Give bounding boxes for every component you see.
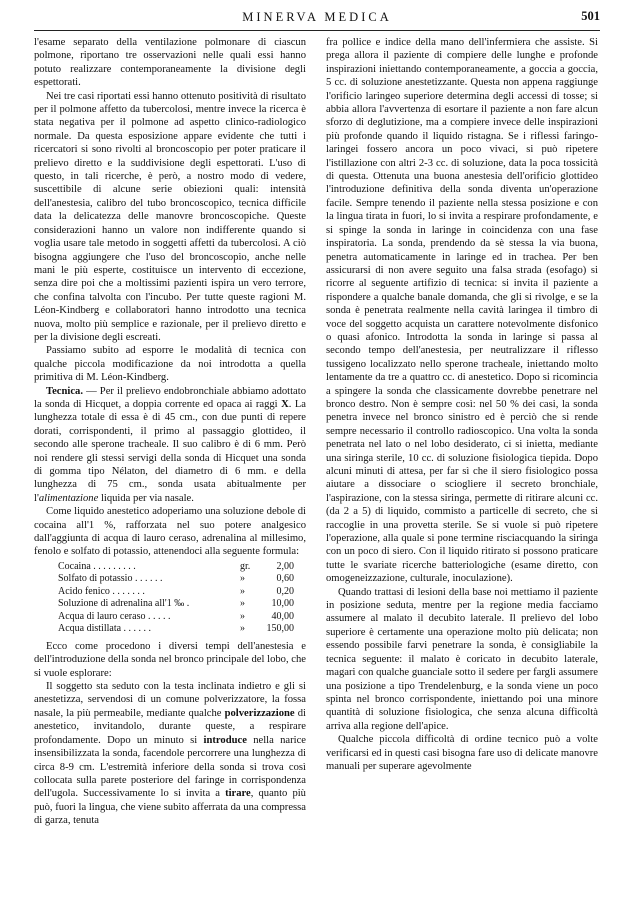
section-heading: Tecnica. — [46, 385, 83, 397]
paragraph: l'esame separato della ventilazione polmonare di ciascun polmone, riportano tre osservazioni nelle quali essi hanno potuto realizzare contemporaneamente la divisione degli espettorati. — [34, 37, 306, 89]
paragraph: Come liquido anestetico adoperiamo una soluzione debole di cocaina all'1 %, rafforzata nel suo potere analgesico dall'aggiunta di acqua di lauro ceraso, adrenalina al millesimo, fenolo e solfato di potassio, attenendoci alla seguente formula: — [34, 506, 306, 558]
paragraph: Passiamo subito ad esporre le modalità di tecnica con qualche piccola modificazione da noi introdotta a quella primitiva di M. Léon-Kindberg. — [34, 345, 306, 384]
formula-table — [58, 561, 294, 636]
paragraph-tecnica: Tecnica. — Per il prelievo endobronchiale abbiamo adottato la sonda di Hicquet, a doppia corrente ed opaca ai raggi X. La lunghezza totale di essa è di 45 cm., con due punti di repere dorati, corrispondenti, il primo al passaggio glottideo, il secondo alle sperone tracheale. Il suo calibro è di 6 mm. Però noi rendere gli stessi servigi della sonda di Hicquet una sonda di gomma tipo Nélaton, del diametro di 6 mm. e della lunghezza di 75 cm., sonda usata abitualmente per l'alimentazione liquida per via nasale. — [34, 385, 306, 504]
paragraph: Ecco come procedono i diversi tempi dell'anestesia e dell'introduzione della sonda nel bronco principale del lobo, che si vuole esplorare: — [34, 640, 306, 679]
formula-row: Acqua distillata . . . . . . » 150,00 — [58, 623, 294, 635]
formula-row: Solfato di potassio . . . . . . » 0,60 — [58, 573, 294, 585]
formula-row: Cocaina . . . . . . . . . gr. 2,00 — [58, 560, 294, 572]
formula-row: Acido fenico . . . . . . . » 0,20 — [58, 585, 294, 597]
paragraph: Nei tre casi riportati essi hanno ottenuto positività di risultato per il polmone affetto da tubercolosi, mentre invece la ricerca è stata negativa per il polmone ad aspetto clinico-radiologico normale. Da questa esposizione appare evidente che tutti i ricercatori si sono rivolti al broncoscopio per poter praticare il prelievo diretto e la suddivisione degli espettorati. L'uso di questo, in tali ricerche, è però, a nostro modo di vedere, suscettibile di alcune serie obiezioni quali: intensità dell'anestesia, calibro del tubo broncoscopico, tecnica difficile data la delicatezza delle manovre broncoscopiche. Queste considerazioni hanno un valore non indifferente quando si voglia usare tale metodo in soggetti affetti da tubercolosi. A ciò bisogna aggiungere che l'uso del broncoscopio, anche nelle mani le più esperte, costituisce un intervento di eccezione, senza dire poi che a moltissimi pazienti ispira un vero terrore, che confina talvolta con l'incubo. Per tutte queste ragioni M. Léon-Kindberg e collaboratori hanno introdotto una tecnica nuova, molto più semplice e razionale, per il prelievo diretto e per la divisione degli escreati. — [34, 90, 306, 343]
paragraph: Quando trattasi di lesioni della base noi mettiamo il paziente in posizione seduta, mentre per la regione media facciamo assumere al malato il decubito laterale. Il prelievo del lobo superiore è certamente una operazione molto più delicata; non essendo possibile farvi penetrare la sonda, è consigliabile la tecnica seguente: il malato è coricato in decubito laterale, magari con qualche guanciale sotto il sedere per fargli assumere una posizione a tipo Trendelenburg, e la sonda viene un poco spinta nel bronco corrispondente, iniettando poi una minore quantità di soluzione fisiologica, che senza alcuna difficoltà arriva alla regione dell'apice. — [326, 586, 598, 732]
paragraph: Il soggetto sta seduto con la testa inclinata indietro e gli si anestetizza, servendosi di un comune polverizzatore, la fossa nasale, la più permeabile, mediante qualche polverizzazione di anestetico, invitandolo, durante queste, a respirare profondamente. Dopo un minuto si introduce nella narice insensibilizzata la sonda, facendole percorrere una lunghezza di circa 8-9 cm. L'estremità inferiore della sonda si trova così collocata sulla parete posteriore del faringe in corrispondenza dell'ugola. Successivamente lo si invita a tirare, quanto più può, fuori la lingua, che viene subito afferrata da una compressa di garza, tenuta — [34, 681, 307, 827]
page-header — [34, 8, 600, 32]
formula-row: Acqua di lauro ceraso . . . . . » 40,00 — [58, 610, 294, 622]
formula-row: Soluzione di adrenalina all'1 ‰ . » 10,00 — [58, 598, 294, 610]
right-column — [326, 36, 598, 773]
journal-title: MINERVA MEDICA — [242, 10, 392, 24]
header-rule — [34, 30, 600, 31]
paragraph: Qualche piccola difficoltà di ordine tecnico può a volte verificarsi ed in questi casi bisogna fare uso di delicate manovre manuali per superare agevolmente — [326, 734, 598, 772]
left-column — [34, 36, 306, 828]
page-number: 501 — [581, 9, 600, 23]
paragraph: fra pollice e indice della mano dell'infermiera che assiste. Si prega allora il paziente di compiere delle lunghe e profonde inspirazioni iniettando contemporaneamente, a goccia a goccia, 5 cc. di soluzione anestetizzante. Questa non appena raggiunge l'orificio laringeo superiore determina degli accessi di tosse; si abbia allora l'avvertenza di esortare il paziente a non fare alcun sforzo di deglutizione, ma a compiere invece delle inspirazioni più profonde quando il liquido ristagna. Se i riflessi faringo-laringei fossero ancora un poco vivaci, si può ripetere l'istillazione con altri 2-3 cc. di soluzione, data la poca tossicità di questa. Ottenuta una buona anestesia dell'orificio glottideo l'introduzione definitiva della sonda diventa un'operazione facile. Sempre tenendo il paziente nella stessa posizione e con la lingua tirata in fuori, lo si invita a respirare profondamente, e si spinge la sonda in laringe in coincidenza con una fase inspiratoria. La sonda, prendendo da sè stessa la via buona, penetra automaticamente in laringe ed in trachea. Per ben assicurarsi di non avere seguito una falsa strada (esofago) si ricorre al seguente artifizio di tecnica: si invita il paziente a rispondere a qualche banale domanda, che gli si rivolge, e se la sonda è penetrata realmente nella cavità laringea il timbro di voce del soggetto acquista un carattere notevolmente disfonico o quasi afonico. Introdotta la sonda in laringe si passa al secondo tempo dell'anestesia, per neutralizzare il riflesso tussigeno localizzato nello sperone tracheale, iniettando molto lentamente da tre a quattro cc. di anestetico. Dopo si ricomincia a spingere la sonda che classicamente dovrebbe penetrare nel bronco destro. Non è sempre così: nel 50 % dei casi, la sonda penetra invece nel bronco sinistro ed è perciò che si rende sempre necessario il controllo radioscopico. Una volta la sonda penetrata nel lato o nel lobo desiderato, ci si inietta, mediante una siringa sterile, 10 cc. di soluzione fisiologica tiepida. Dopo alcuni minuti di attesa, per far sì che il siero fisiologico possa aiutare a dissociare o sciogliere il secreto bronchiale, l'aspirazione, con la stessa siringa, permette di ritirare alcuni cc. (da 2 a 5) di liquido, commisto a particelle di secreto, che si raccoglie in una provetta sterile. Se si vuole si può ripetere l'operazione, alla quale si pone termine risciacquando la siringa con un poco di siero. Con il liquido ritirato si possono praticare tutte le svariate ricerche batteriologiche (esame diretto, con omogeneizzazione, culturale, inoculazione). — [326, 37, 598, 585]
